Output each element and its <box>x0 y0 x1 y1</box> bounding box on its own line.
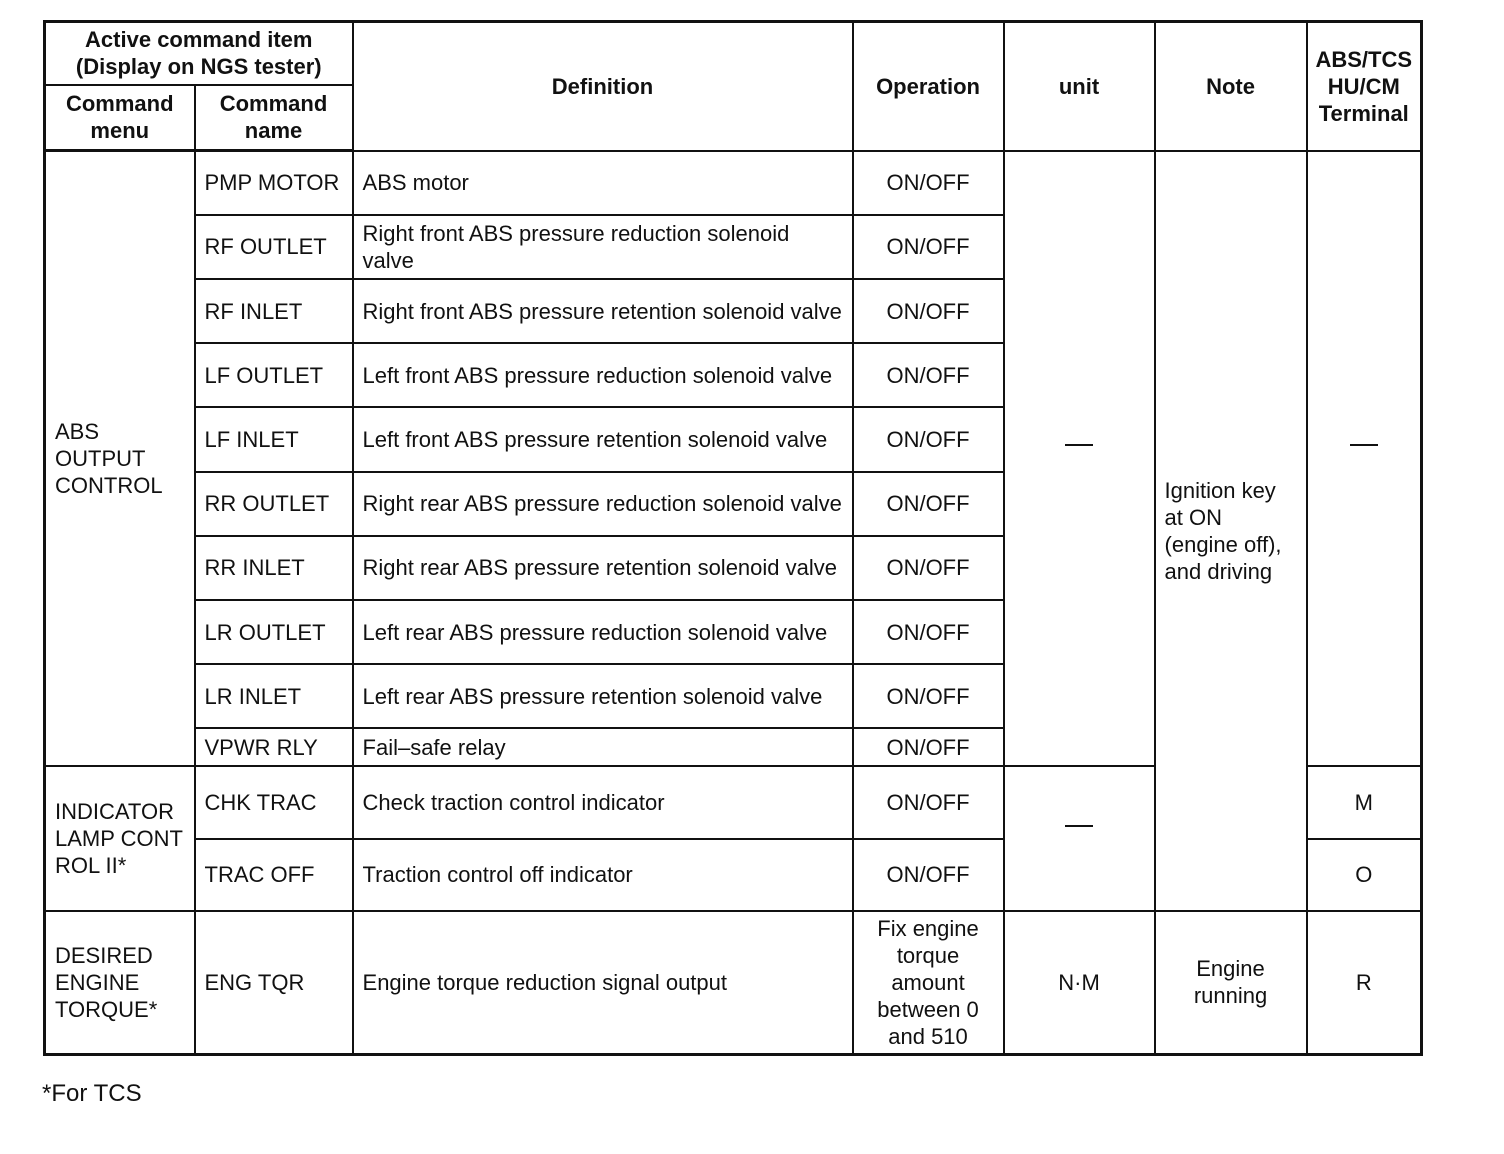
definition: Right rear ABS pressure reduction solenoid valve <box>353 472 853 536</box>
definition: Right front ABS pressure reduction solenoid valve <box>353 215 853 279</box>
command-name: PMP MOTOR <box>195 151 353 215</box>
unit: N·M <box>1004 911 1155 1055</box>
command-name: TRAC OFF <box>195 839 353 911</box>
definition: Left front ABS pressure reduction solenoid valve <box>353 343 853 407</box>
dash-mark <box>1065 825 1093 854</box>
operation: ON/OFF <box>853 600 1004 664</box>
command-name: VPWR RLY <box>195 728 353 766</box>
operation: ON/OFF <box>853 279 1004 343</box>
definition: Left rear ABS pressure retention solenoid valve <box>353 664 853 728</box>
definition: Right rear ABS pressure retention solenoid valve <box>353 536 853 600</box>
header-command-menu: Command menu <box>45 85 195 151</box>
command-name: RF INLET <box>195 279 353 343</box>
header-unit: unit <box>1004 22 1155 151</box>
operation: ON/OFF <box>853 215 1004 279</box>
command-name: RF OUTLET <box>195 215 353 279</box>
active-command-table <box>43 20 1423 1056</box>
terminal-abs <box>1307 151 1422 767</box>
table-row <box>45 151 1422 215</box>
command-name: LF OUTLET <box>195 343 353 407</box>
command-name: CHK TRAC <box>195 766 353 838</box>
command-name: ENG TQR <box>195 911 353 1055</box>
note-shared: Ignition key at ON (engine off), and driving <box>1155 151 1307 911</box>
header-active-command-item: Active command item (Display on NGS tester) <box>45 22 353 85</box>
command-name: RR OUTLET <box>195 472 353 536</box>
operation: ON/OFF <box>853 766 1004 838</box>
header-operation: Operation <box>853 22 1004 151</box>
command-menu-abs: ABS OUTPUT CONTROL <box>45 151 195 767</box>
header-terminal: ABS/TCS HU/CM Terminal <box>1307 22 1422 151</box>
terminal: O <box>1307 839 1422 911</box>
note: Engine running <box>1155 911 1307 1055</box>
operation: ON/OFF <box>853 536 1004 600</box>
definition: Right front ABS pressure retention solenoid valve <box>353 279 853 343</box>
operation: ON/OFF <box>853 343 1004 407</box>
definition: Left front ABS pressure retention solenoid valve <box>353 407 853 471</box>
definition: Left rear ABS pressure reduction solenoid valve <box>353 600 853 664</box>
command-menu-indicator: INDICATOR LAMP CONTROL II* <box>45 766 195 910</box>
terminal: R <box>1307 911 1422 1055</box>
table-row <box>45 911 1422 1055</box>
header-note: Note <box>1155 22 1307 151</box>
command-name: LR INLET <box>195 664 353 728</box>
definition: Engine torque reduction signal output <box>353 911 853 1055</box>
operation: ON/OFF <box>853 839 1004 911</box>
operation: ON/OFF <box>853 407 1004 471</box>
command-name: LR OUTLET <box>195 600 353 664</box>
definition: Traction control off indicator <box>353 839 853 911</box>
command-name: RR INLET <box>195 536 353 600</box>
terminal: M <box>1307 766 1422 838</box>
command-menu-engine: DESIRED ENGINE TORQUE* <box>45 911 195 1055</box>
operation: ON/OFF <box>853 472 1004 536</box>
command-name: LF INLET <box>195 407 353 471</box>
operation: Fix engine torque amount between 0 and 510 <box>853 911 1004 1055</box>
operation: ON/OFF <box>853 151 1004 215</box>
dash-mark <box>1065 444 1093 473</box>
definition: Check traction control indicator <box>353 766 853 838</box>
unit-abs <box>1004 151 1155 767</box>
header-definition: Definition <box>353 22 853 151</box>
dash-mark <box>1350 444 1378 473</box>
operation: ON/OFF <box>853 728 1004 766</box>
definition: Fail–safe relay <box>353 728 853 766</box>
footnote: *For TCS <box>42 1080 142 1107</box>
header-command-name: Command name <box>195 85 353 151</box>
unit-indicator <box>1004 766 1155 910</box>
definition: ABS motor <box>353 151 853 215</box>
operation: ON/OFF <box>853 664 1004 728</box>
